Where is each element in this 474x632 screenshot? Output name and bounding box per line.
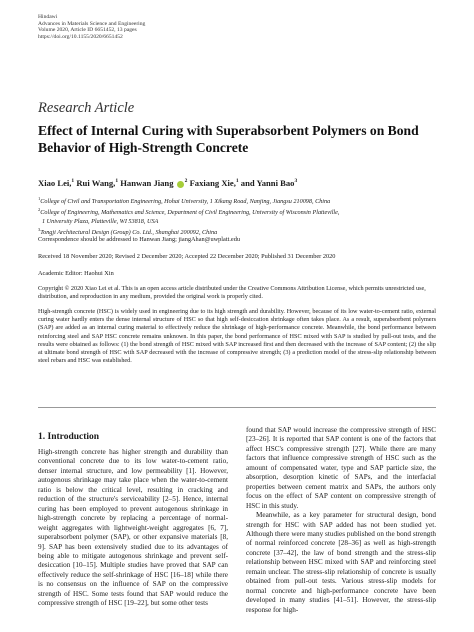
affiliation	[38, 206, 339, 217]
article-title: Effect of Internal Curing with Superabsorbent Polymers on Bond Behavior of High-Strength Concrete	[38, 123, 419, 155]
right-column	[246, 426, 436, 615]
correspondence: Correspondence should be addressed to Hanwan Jiang; jiangAhan@uwplatt.edu	[38, 236, 241, 243]
affil-text: College of Engineering, Mathematics and Science, Department of Civil Engineering, University of Wisconsin Platteville,	[40, 209, 340, 217]
author-affil-mark: 3	[294, 178, 298, 185]
author-name[interactable]: Xiao Lei,	[38, 178, 72, 188]
copyright-notice: Copyright © 2020 Xiao Lei et al. This is an open access article distributed under the Creative Commons Attribution License, which permits unrestricted use, distribution, and reproduction in any medium, provided the original work is properly cited.	[38, 285, 426, 301]
affiliation	[38, 218, 339, 226]
doi-link[interactable]: https://doi.org/10.1155/2020/6651452	[38, 33, 123, 40]
section-divider	[38, 407, 436, 408]
body-paragraph: found that SAP would increase the compressive strength of HSC [23–26]. It is reported that SAP content is one of the factors that affect HSC's compressive strength [27]. While there are many factors that influence compressive strength of HSC such as the amount of compensated water, type and SAP particle size, the absorption, desorption kinetic of SAPs, and the interfacial properties between cement matrix and SAPs, the authors only focus on the effect of SAP content on compressive strength of HSC in this study.	[246, 426, 436, 510]
author-name[interactable]: Faxiang Xie,	[189, 178, 236, 188]
body-paragraph: High-strength concrete has higher strength and durability than conventional concrete due to its low water-to-cement ratio, denser internal structure, and low permeability [1]. However, autogenous shrinkage may take place when the water-to-cement ratio is below the critical level, resulting in cracking and reduction of the structure's serviceability [2–5]. Hence, internal curing has been employed to prevent autogenous shrinkage in high-strength concrete by replacing a percentage of normal-weight aggregates with lightweight-weight aggregates [6, 7], superabsorbent polymer (SAP), or other expansive materials [8, 9]. SAP has been extensively studied due to its advantages of being able to mitigate autogenous shrinkage and prevent self-desiccation [10–15]. Multiple studies have proved that SAP can effectively reduce the self-shrinkage of HSC [16–18] while there is no consensus on the influence of SAP on the compressive strength of HSC. Some tests found that SAP would reduce the compressive strength of HSC [19–22], but some other tests	[38, 448, 228, 608]
body-paragraph: Meanwhile, as a key parameter for structural design, bond strength for HSC with SAP added has not been studied yet. Although there were many studies published on the bond strength of normal reinforced concrete [28–36] as well as high-strength concrete [37–42], the law of bond strength and the stress-slip relationship between HSC mixed with SAP and reinforcing steel remain unclear. The stress-slip relationship of concrete is usually obtained from pull-out tests. Various stress-slip models for normal concrete and high-performance concrete have been developed in many studies [41–51]. However, the stress-slip response for high-	[246, 511, 436, 614]
left-column	[38, 448, 228, 609]
author-affil-mark: 1	[115, 178, 119, 185]
affiliations	[38, 195, 339, 238]
affil-number: 1	[38, 196, 41, 201]
journal-title: Advances in Materials Science and Engineering	[38, 20, 146, 27]
volume-info: Volume 2020, Article ID 6651452, 13 pages	[38, 27, 137, 34]
affil-number: 2	[38, 207, 41, 213]
author-name[interactable]: Hanwan Jiang	[120, 178, 174, 188]
academic-editor: Academic Editor: Haohui Xin	[38, 270, 114, 277]
author-name[interactable]: and Yanni Bao	[240, 178, 295, 188]
affil-number: 3	[38, 227, 41, 233]
article-type: Research Article	[38, 100, 135, 116]
affiliation	[38, 195, 339, 206]
author-name[interactable]: Rui Wang,	[76, 178, 116, 188]
abstract: High-strength concrete (HSC) is widely used in engineering due to its high strength and durability. However, because of its low water-to-cement ratio, external curing water hardly enters the dense internal structure of HSC so that high self-desiccation shrinkage often takes place. As a result, superabsorbent polymers (SAP) are added as an internal curing material to effectively reduce the shrinkage of high-performance concrete. Meanwhile, the bond performance between reinforcing steel and SAP HSC concrete remains unknown. In this paper, the bond performance of HSC mixed with SAP is studied by pull-out tests, and the results were obtained as follows: (1) the bond strength of HSC mixed with SAP increased first and then decreased with the increase of SAP content; (2) the slip at ultimate bond strength of HSC with SAP decreased with the increase of compressive strength; (3) a prediction model of the stress-slip relationship between steel rebars and HSC was established.	[38, 308, 436, 365]
affil-text: College of Civil and Transportation Engineering, Hohai University, 1 Xikang Road, Nanjing, Jiangsu 210098, China	[40, 198, 331, 206]
author-affil-mark: 2	[184, 178, 188, 185]
journal-header	[38, 14, 145, 40]
publisher-name: Hindawi	[38, 14, 58, 20]
affil-text: 1 University Plaza, Platteville, WI 53818, USA	[42, 217, 159, 225]
author-list	[38, 178, 297, 188]
author-affil-mark: 1	[71, 178, 75, 185]
author-affil-mark: 1	[235, 178, 239, 185]
section-heading: 1. Introduction	[38, 432, 100, 442]
publication-dates: Received 18 November 2020; Revised 2 December 2020; Accepted 22 December 2020; Published 31 December 2020	[38, 253, 336, 260]
affil-text: Tongji Architectural Design (Group) Co. Ltd., Shanghai 200092, China	[40, 229, 218, 237]
orcid-icon[interactable]	[177, 181, 184, 188]
